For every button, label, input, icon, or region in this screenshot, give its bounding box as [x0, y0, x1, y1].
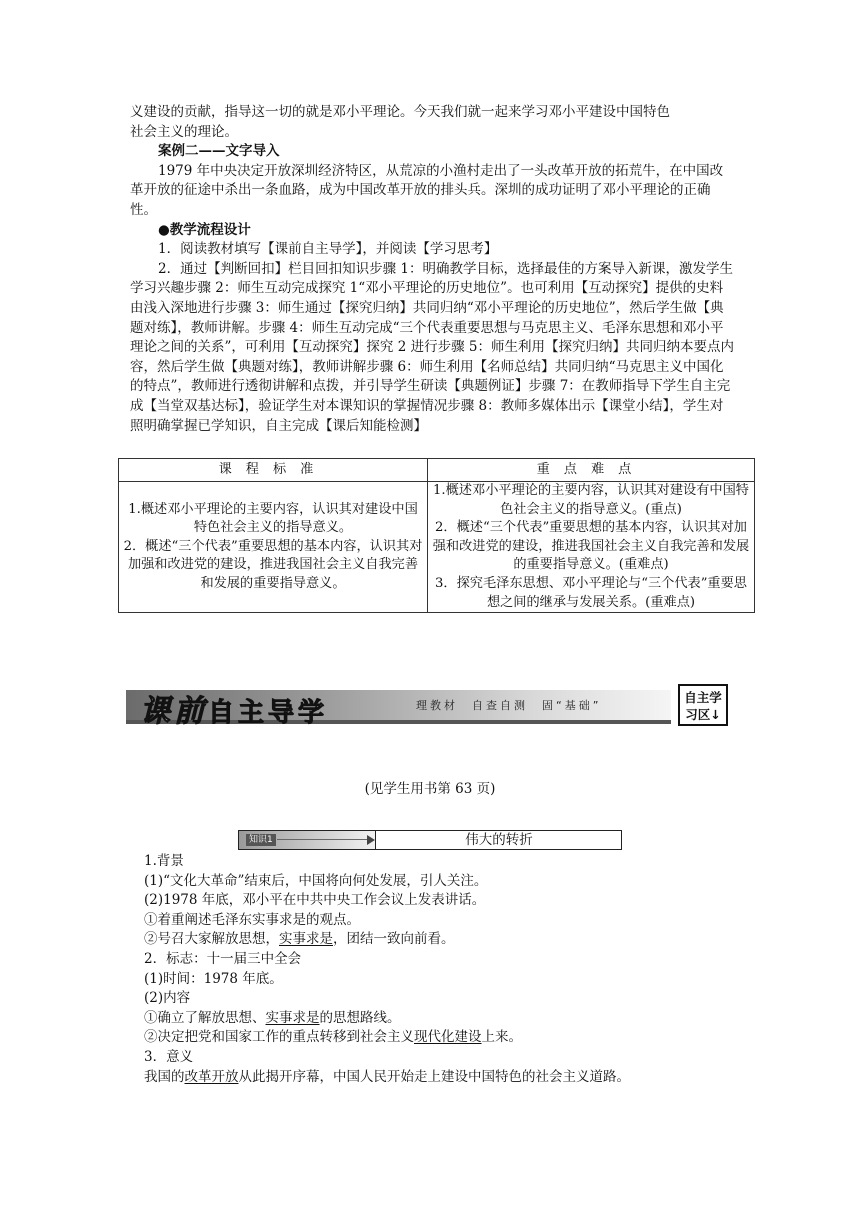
text-span: ②决定把党和国家工作的重点转移到社会主义	[144, 1029, 414, 1046]
mark-item: (1)时间：1978 年底。	[144, 970, 283, 987]
banner-subtitle: 理教材 自查自测 固“基础”	[416, 699, 602, 712]
design-step-2: 2．通过【判断回扣】栏目回扣知识步骤 1：明确教学目标，选择最佳的方案导入新课，激发学生学习兴趣步骤 2：师生互动完成探究 1“邓小平理论的历史地位”。也可利用【互动探究】提供的史料由浅入深地进行步骤 3：师生通过【探究归纳】共同归纳“邓小平理论的历史地位”，然后学生做【典题对练】，教师讲解。步骤 4：师生互动完成“三个代表重要思想与马克思主义、毛泽东思想和邓小平理论之间的关系”，可利用【互动探究】探究 2 进行步骤 5：师生利用【探究归纳】共同归纳本要点内容，然后学生做【典题对练】，教师讲解步骤 6：师生利用【名师总结】共同归纳“马克思主义中国化的特点”，教师进行透彻讲解和点拨，并引导学生研读【典题例证】步骤 7：在教师指导下学生自主完成【当堂双基达标】，验证学生对本课知识的掌握情况步骤 8：教师多媒体出示【课堂小结】，学生对照明确掌握已学知识，自主完成【课后知能检测】	[130, 260, 734, 434]
design-title: ●教学流程设计	[158, 221, 251, 238]
text-span: ②号召大家解放思想，	[144, 931, 279, 948]
banner-title-char-2: 前	[174, 694, 208, 729]
mark-item	[130, 1028, 735, 1048]
header-standards: 课程标准	[119, 459, 428, 482]
background-item: (1)“文化大革命”结束后，中国将向何处发展，引人关注。	[144, 872, 488, 889]
underlined-answer: 现代化建设	[414, 1029, 482, 1046]
background-item: ①着重阐述毛泽东实事求是的观点。	[144, 911, 360, 928]
knowledge-content	[130, 852, 735, 1087]
knowledge-tag-label: 知识1	[246, 834, 276, 846]
badge-line-2: 习区↓	[685, 707, 721, 722]
standards-table	[118, 458, 755, 613]
standards-item: 1.概述邓小平理论的主要内容，认识其对建设中国特色社会主义的指导意义。	[128, 501, 418, 536]
significance-title: 3．意义	[144, 1048, 194, 1065]
text-span: ①确立了解放思想、	[144, 1009, 266, 1026]
design-step-1: 1．阅读教材填写【课前自主导学】，并阅读【学习思考】	[158, 241, 498, 258]
key-points-item: 3．探究毛泽东思想、邓小平理论与“三个代表”重要思想之间的继承与发展关系。(重难点)	[435, 575, 747, 610]
key-points-item: 2．概述“三个代表”重要思想的基本内容，认识其对加强和改进党的建设，推进我国社会主义自我完善和发展的重要指导意义。(重难点)	[432, 520, 750, 573]
table-header-row	[119, 459, 755, 482]
significance-text	[130, 1068, 735, 1088]
standards-cell	[119, 482, 428, 613]
banner-title-rest: 自主导学	[208, 698, 329, 728]
knowledge-heading-bar	[238, 830, 622, 850]
knowledge-title: 伟大的转折	[375, 831, 622, 849]
text-span: 上来。	[481, 1029, 522, 1046]
case2-title: 案例二——文字导入	[158, 143, 280, 160]
self-study-badge	[678, 684, 728, 726]
background-item: (2)1978 年底，邓小平在中共中央工作会议上发表讲话。	[144, 892, 486, 909]
text-span: 从此揭开序幕，中国人民开始走上建设中国特色的社会主义道路。	[238, 1068, 630, 1085]
standards-item: 2．概述“三个代表”重要思想的基本内容，认识其对加强和改进党的建设，推进我国社会主义自我完善和发展的重要指导意义。	[123, 538, 423, 591]
intro-line-1: 义建设的贡献，指导这一切的就是邓小平理论。今天我们就一起来学习邓小平建设中国特色	[130, 104, 670, 120]
table-row	[119, 482, 755, 613]
knowledge-tag	[239, 831, 375, 849]
text-span: 我国的	[144, 1068, 185, 1085]
intro-section	[130, 103, 735, 436]
intro-line-2: 社会主义的理论。	[130, 123, 238, 140]
knowledge-tag-line	[277, 839, 373, 840]
text-span: ，团结一致向前看。	[333, 931, 455, 948]
text-span: 的思想路线。	[319, 1009, 401, 1026]
mark-title: 2．标志：十一届三中全会	[144, 950, 302, 967]
section-banner	[126, 684, 736, 730]
page-reference: (见学生用书第 63 页)	[364, 781, 496, 797]
banner-title	[140, 686, 328, 730]
banner-title-char-1: 课	[140, 694, 174, 729]
underlined-answer: 实事求是	[265, 1009, 320, 1026]
mark-item	[130, 1009, 735, 1029]
underlined-answer: 实事求是	[279, 931, 333, 948]
background-item	[130, 930, 735, 950]
arrow-right-icon	[367, 835, 375, 845]
key-points-cell	[428, 482, 755, 613]
badge-line-1: 自主学	[684, 690, 722, 705]
underlined-answer: 改革开放	[184, 1068, 239, 1085]
key-points-item: 1.概述邓小平理论的主要内容，认识其对建设有中国特色社会主义的指导意义。(重点)	[433, 483, 749, 517]
background-title: 1.背景	[144, 853, 184, 869]
mark-item: (2)内容	[144, 990, 191, 1007]
case2-text: 1979 年中央决定开放深圳经济特区，从荒凉的小渔村走出了一头改革开放的拓荒牛，在中国改革开放的征途中杀出一条血路，成为中国改革开放的排头兵。深圳的成功证明了邓小平理论的正确性。	[130, 162, 724, 218]
header-key-points: 重点难点	[428, 459, 755, 482]
